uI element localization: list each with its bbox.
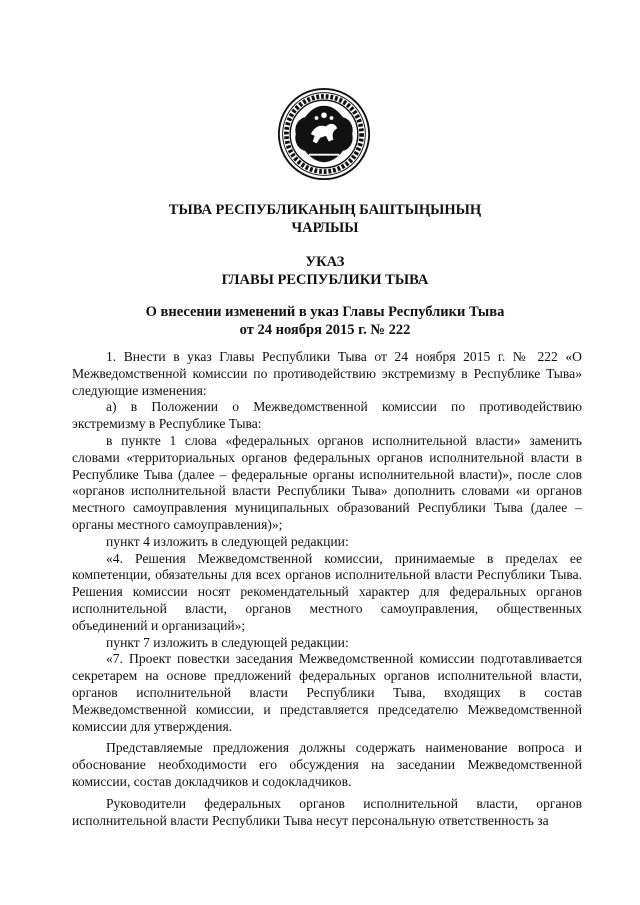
- header-republic-name: [60, 201, 590, 237]
- document-body: [72, 349, 582, 829]
- body-paragraph: «7. Проект повестки заседания Межведомственной комиссии подготавливается секретарем на основе предложений федеральных органов исполнительной власти, органов исполнительной власти Республики Тыва, входящих в состав Межведомственной комиссии, и представляется председателю Межведомственной комиссии для утверждения.: [72, 651, 582, 734]
- subject-line-2: от 24 ноября 2015 г. № 222: [239, 322, 411, 338]
- header-line-1: ТЫВА РЕСПУБЛИКАНЫҢ БАШТЫҢЫНЫҢ: [168, 202, 482, 218]
- header-line-4: ГЛАВЫ РЕСПУБЛИКИ ТЫВА: [221, 272, 429, 288]
- body-paragraph: 1. Внести в указ Главы Республики Тыва от 24 ноября 2015 г. № 222 «О Межведомственной комиссии по противодействию экстремизму в Республике Тыва» следующие изменения:: [72, 349, 582, 398]
- document-type-heading: [60, 253, 590, 289]
- body-paragraph: в пункте 1 слова «федеральных органов исполнительной власти» заменить словами «территориальных органов федеральных органов исполнительной власти в Республике Тыва (далее – федеральные органы исполнительной власти)», после слов «органов исполнительной власти Республики Тыва» дополнить словами «и органов местного самоуправления муниципальных образований Республики Тыва (далее – органы местного самоуправления)»;: [72, 432, 582, 532]
- body-paragraph: а) в Положении о Межведомственной комиссии по противодействию экстремизму в Республике Тыва:: [72, 399, 582, 432]
- body-paragraph: пункт 4 изложить в следующей редакции:: [106, 533, 349, 549]
- header-line-2: ЧАРЛЫЫ: [291, 220, 359, 236]
- body-paragraph: пункт 7 изложить в следующей редакции:: [106, 634, 349, 650]
- body-paragraph: Руководители федеральных органов исполнительной власти, органов исполнительной власти Республики Тыва несут персональную ответственность за: [72, 795, 582, 828]
- subject-line-1: О внесении изменений в указ Главы Республики Тыва: [145, 304, 505, 320]
- body-paragraph: Представляемые предложения должны содержать наименование вопроса и обоснование необходимости его обсуждения на заседании Межведомственной комиссии, состав докладчиков и содокладчиков.: [72, 740, 582, 789]
- header-line-3: УКАЗ: [305, 254, 345, 270]
- document-subject: [60, 303, 590, 339]
- body-paragraph: «4. Решения Межведомственной комиссии, принимаемые в пределах ее компетенции, обязательны для всех органов исполнительной власти Республики Тыва. Решения комиссии носят рекомендательный характер для федеральных органов исполнительной власти, органов местного самоуправления, общественных объединений и организаций»;: [72, 550, 582, 633]
- tuva-coat-of-arms-icon: [277, 87, 371, 181]
